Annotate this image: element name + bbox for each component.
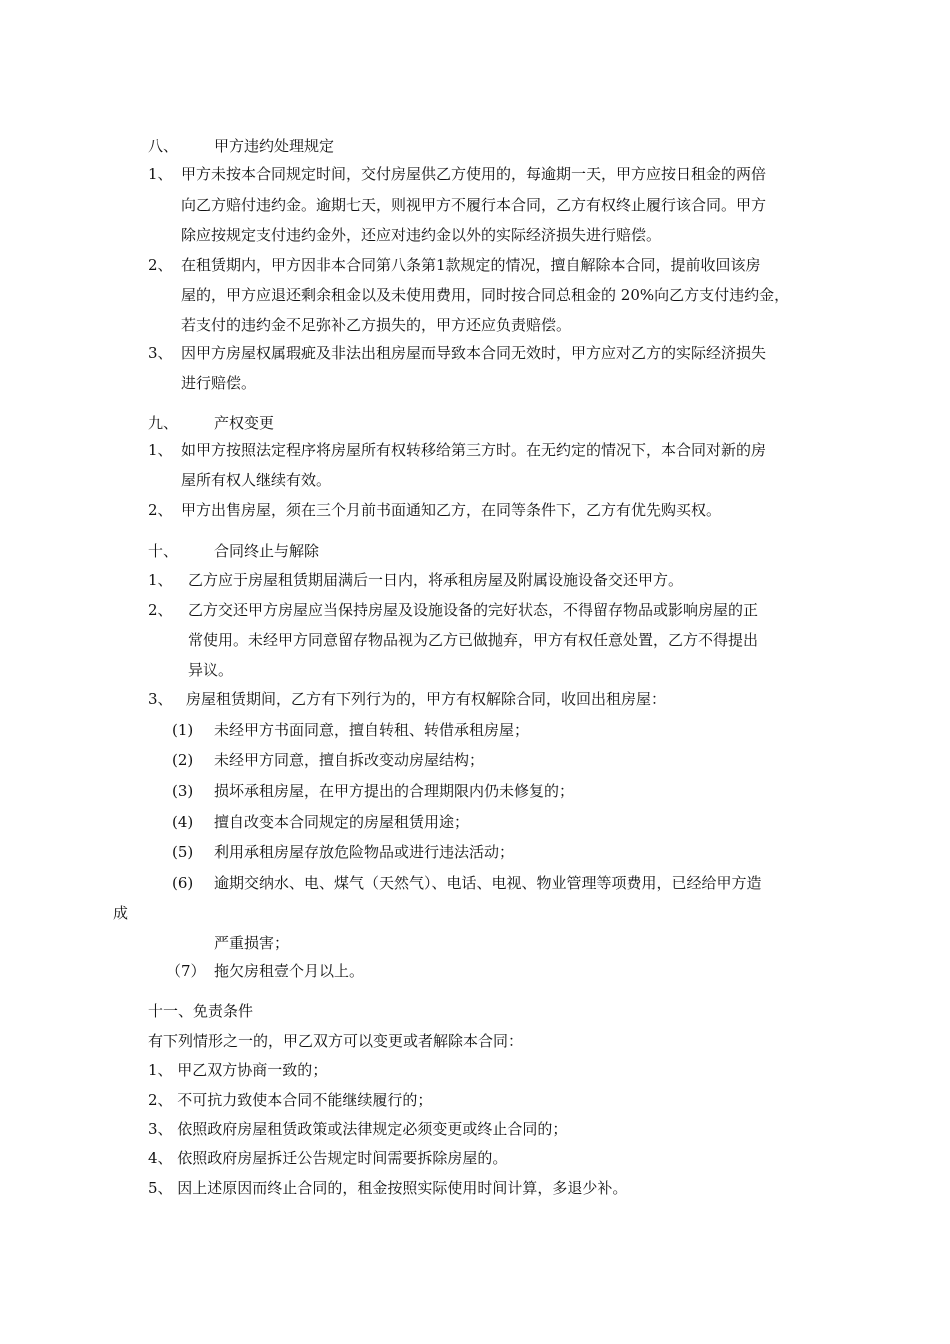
item-text: 甲方出售房屋，须在三个月前书面通知乙方，在同等条件下，乙方有优先购买权。 (181, 501, 722, 519)
item-text: 房屋租赁期间，乙方有下列行为的，甲方有权解除合同，收回出租房屋： (186, 690, 667, 708)
list-item: 4、 依照政府房屋拆迁公告规定时间需要拆除房屋的。 (148, 1149, 508, 1167)
sub-item-number: (2) (172, 751, 194, 769)
item-text: 在租赁期内，甲方因非本合同第八条第1款规定的情况，擅自解除本合同，提前收回该房 (181, 256, 761, 274)
section-8-title: 甲方违约处理规定 (214, 137, 335, 155)
list-item: 2、 不可抗力致使本合同不能继续履行的； (148, 1091, 433, 1109)
item-text: 向乙方赔付违约金。逾期七天，则视甲方不履行本合同，乙方有权终止履行该合同。甲方 (181, 196, 767, 214)
sub-item-wrap: 成 (113, 904, 129, 922)
section-8-number: 八、 (148, 137, 179, 155)
sub-item-text: 未经甲方书面同意，擅自转租、转借承租房屋； (214, 721, 530, 739)
sub-item-text: 损坏承租房屋，在甲方提出的合理期限内仍未修复的； (214, 782, 575, 800)
item-text: 如甲方按照法定程序将房屋所有权转移给第三方时。在无约定的情况下，本合同对新的房 (181, 441, 767, 459)
section-10-number: 十、 (148, 542, 179, 560)
item-text: 进行赔偿。 (181, 374, 257, 392)
section-11-title: 十一、免责条件 (148, 1002, 254, 1020)
sub-item-number: (5) (172, 843, 194, 861)
section-9-title: 产权变更 (214, 414, 275, 432)
item-text: 乙方交还甲方房屋应当保持房屋及设施设备的完好状态，不得留存物品或影响房屋的正 (188, 601, 759, 619)
item-number: 2、 (148, 601, 173, 619)
item-number: 1、 (148, 571, 173, 589)
item-number: 2、 (148, 256, 173, 274)
section-9-number: 九、 (148, 414, 179, 432)
item-number: 3、 (148, 690, 173, 708)
sub-item-number: (4) (172, 813, 194, 831)
item-text: 除应按规定支付违约金外，还应对违约金以外的实际经济损失进行赔偿。 (181, 226, 662, 244)
list-item: 1、 甲乙双方协商一致的； (148, 1061, 328, 1079)
sub-item-number: (6) (172, 874, 194, 892)
sub-item-text: 利用承租房屋存放危险物品或进行违法活动； (214, 843, 515, 861)
item-number: 3、 (148, 344, 173, 362)
sub-item-number: （7） (166, 962, 206, 980)
item-text: 常使用。未经甲方同意留存物品视为乙方已做抛弃，甲方有权任意处置，乙方不得提出 (188, 631, 759, 649)
item-text: 因甲方房屋权属瑕疵及非法出租房屋而导致本合同无效时，甲方应对乙方的实际经济损失 (181, 344, 767, 362)
sub-item-text: 逾期交纳水、电、煤气（天然气）、电话、电视、物业管理等项费用，已经给甲方造 (214, 874, 762, 892)
list-item: 3、 依照政府房屋租赁政策或法律规定必须变更或终止合同的； (148, 1120, 568, 1138)
item-number: 2、 (148, 501, 173, 519)
sub-item-text: 未经甲方同意，擅自拆改变动房屋结构； (214, 751, 485, 769)
sub-item-text: 擅自改变本合同规定的房屋租赁用途； (214, 813, 470, 831)
item-text: 屋所有权人继续有效。 (181, 471, 332, 489)
item-text: 若支付的违约金不足弥补乙方损失的，甲方还应负责赔偿。 (181, 316, 572, 334)
sub-item-continuation: 严重损害； (214, 934, 290, 952)
item-text: 乙方应于房屋租赁期届满后一日内，将承租房屋及附属设施设备交还甲方。 (188, 571, 684, 589)
section-10-title: 合同终止与解除 (214, 542, 320, 560)
item-number: 1、 (148, 441, 173, 459)
sub-item-number: (3) (172, 782, 194, 800)
sub-item-number: (1) (172, 721, 194, 739)
item-text: 异议。 (188, 661, 234, 679)
item-text: 屋的，甲方应退还剩余租金以及未使用费用，同时按合同总租金的 20%向乙方支付违约金， (181, 286, 790, 304)
list-item: 5、 因上述原因而终止合同的，租金按照实际使用时间计算，多退少补。 (148, 1179, 628, 1197)
section-11-intro: 有下列情形之一的，甲乙双方可以变更或者解除本合同： (148, 1032, 524, 1050)
item-text: 甲方未按本合同规定时间，交付房屋供乙方使用的，每逾期一天，甲方应按日租金的两倍 (181, 165, 767, 183)
item-number: 1、 (148, 165, 173, 183)
sub-item-text: 拖欠房租壹个月以上。 (214, 962, 365, 980)
